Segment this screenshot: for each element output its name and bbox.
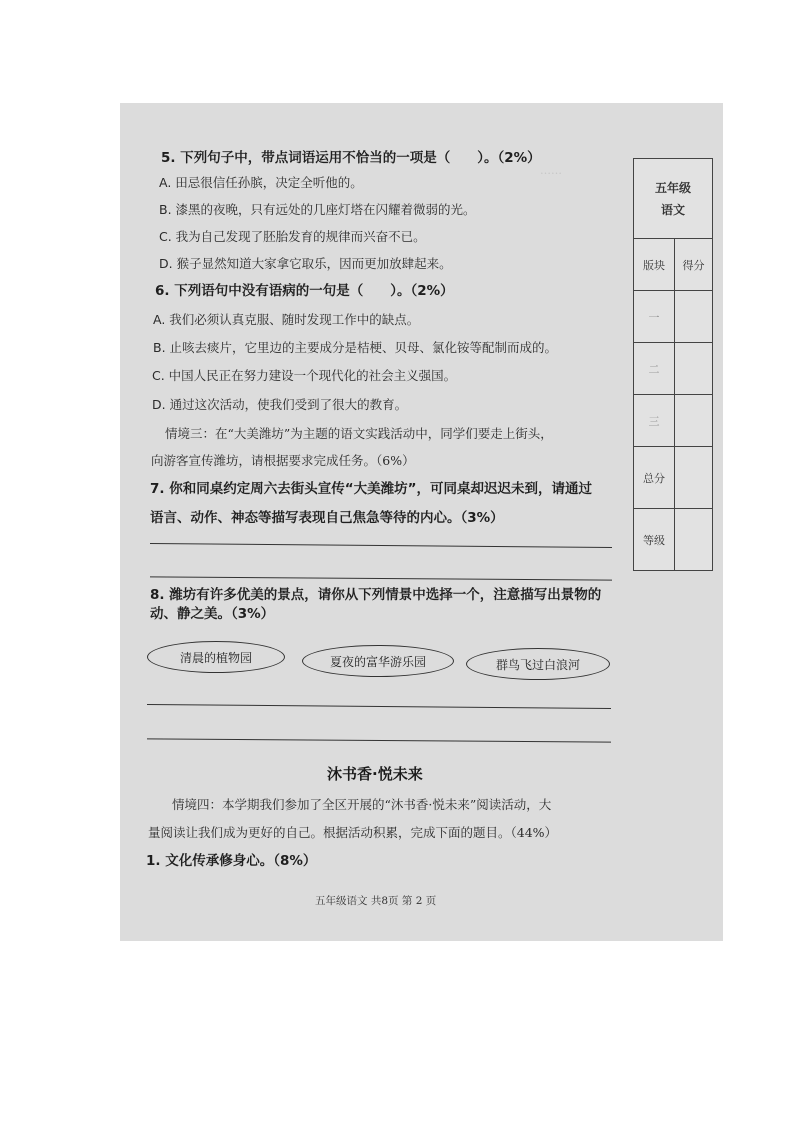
q5-stem: 5. 下列句子中，带点词语运用不恰当的一项是（ ）。（2%）: [161, 150, 541, 166]
score-table-row-score[interactable]: [675, 509, 713, 571]
score-table-row-score[interactable]: [675, 343, 713, 395]
q8-choice-botanical-garden[interactable]: 清晨的植物园: [147, 641, 285, 673]
section-title: 沐书香·悦未来: [327, 765, 423, 783]
q5-option-b: B. 漆黑的夜晚，只有远处的几座灯塔在闪耀着微弱的光。: [159, 202, 476, 217]
score-table-row-score[interactable]: [675, 291, 713, 343]
score-table-row-label: 等级: [634, 509, 675, 571]
q6-stem: 6. 下列语句中没有语病的一句是（ ）。（2%）: [155, 283, 454, 299]
score-table-row-label: 总分: [634, 447, 675, 509]
score-table-row-score[interactable]: [675, 447, 713, 509]
q8-choice-birds-river[interactable]: 群鸟飞过白浪河: [466, 648, 610, 680]
q8-choice-amusement-park[interactable]: 夏夜的富华游乐园: [302, 645, 454, 677]
context3-line1: 情境三：在“大美潍坊”为主题的语文实践活动中，同学们要走上街头，: [165, 426, 553, 441]
q6-option-c: C. 中国人民正在努力建设一个现代化的社会主义强国。: [152, 368, 457, 383]
q6-option-b: B. 止咳去痰片，它里边的主要成分是桔梗、贝母、氯化铵等配制而成的。: [153, 340, 558, 355]
q7-line2: 语言、动作、神态等描写表现自己焦急等待的内心。（3%）: [150, 510, 504, 526]
q5-option-d: D. 猴子显然知道大家拿它取乐，因而更加放肆起来。: [159, 256, 452, 271]
score-table-title-subject: 语文: [660, 202, 685, 217]
context3-line2: 向游客宣传潍坊，请根据要求完成任务。（6%）: [151, 453, 415, 468]
context4-line2: 量阅读让我们成为更好的自己。根据活动积累，完成下面的题目。（44%）: [148, 825, 558, 840]
context4-line1: 情境四：本学期我们参加了全区开展的“沐书香·悦未来”阅读活动，大: [172, 797, 552, 812]
score-table-row-label: 三: [634, 395, 675, 447]
q5-option-c: C. 我为自己发现了胚胎发育的规律而兴奋不已。: [159, 229, 426, 244]
q7-line1: 7. 你和同桌约定周六去街头宣传“大美潍坊”，可同桌却迟迟未到，请通过: [150, 481, 592, 497]
q6-option-a: A. 我们必须认真克服、随时发现工作中的缺点。: [153, 312, 420, 327]
score-table-row-label: 二: [634, 343, 675, 395]
score-table-row-score[interactable]: [675, 395, 713, 447]
section-q1: 1. 文化传承修身心。（8%）: [146, 853, 317, 869]
score-table-title-grade: 五年级: [654, 180, 691, 195]
score-table-header-score: 得分: [675, 239, 713, 291]
q5-option-a: A. 田忌很信任孙膑，决定全听他的。: [159, 175, 363, 190]
page-footer: 五年级语文 共8页 第 2 页: [315, 895, 437, 907]
q8-line2: 动、静之美。（3%）: [150, 606, 275, 622]
score-table-title: [634, 159, 713, 239]
score-table-header-section: 版块: [634, 239, 675, 291]
show-through-text: ……: [540, 164, 562, 177]
q8-line1: 8. 潍坊有许多优美的景点，请你从下列情景中选择一个，注意描写出景物的: [150, 587, 602, 603]
score-table: [633, 158, 713, 571]
score-table-row-label: 一: [634, 291, 675, 343]
q6-option-d: D. 通过这次活动，使我们受到了很大的教育。: [152, 397, 408, 412]
